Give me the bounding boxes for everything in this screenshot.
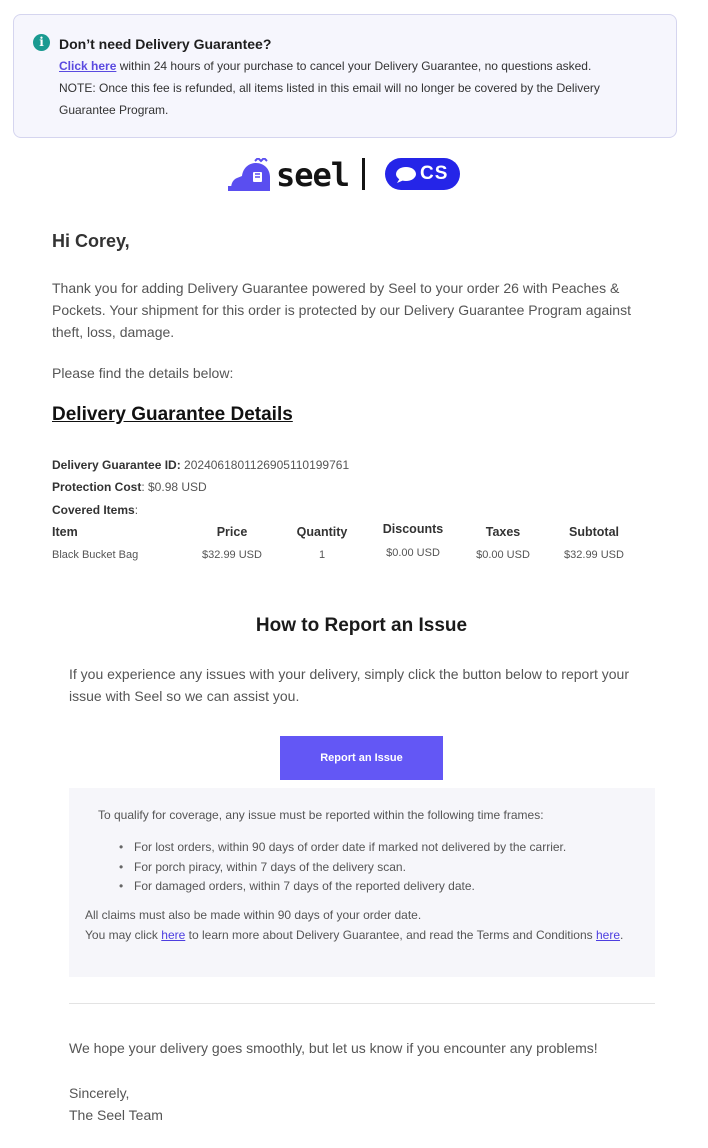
logo-divider [362,158,365,190]
info-icon: i [33,34,50,51]
intro-paragraph: Thank you for adding Delivery Guarantee powered by Seel to your order 26 with Peaches & Pockets. Your shipment for this order is protected by our Delivery Guarantee Program against theft, loss, damage. [52,280,631,340]
cs-badge-text: CS [420,163,449,184]
guarantee-id [52,458,349,472]
cancel-guarantee-notice [13,14,677,138]
divider [69,1003,655,1004]
greeting: Hi Corey, [52,231,130,251]
notice-line1: within 24 hours of your purchase to cancel your Delivery Guarantee, no questions asked. [116,59,592,73]
signoff-line2: The Seel Team [69,1107,163,1123]
guarantee-id-label: Delivery Guarantee ID: [52,458,181,472]
learn-prefix: You may click [85,927,162,942]
cs-badge [385,158,460,190]
coverage-requirements [69,788,655,977]
guarantee-id-value: 20240618011269051101997​61 [180,458,350,472]
signoff-line1: Sincerely, [69,1085,130,1101]
seel-wordmark: seel [276,156,350,194]
notice-body [59,55,659,121]
protection-cost [52,480,207,494]
report-issue-button[interactable]: Report an Issue [280,736,443,780]
list-item: • For lost orders, within 90 days of order date if marked not delivered by the carrier. [134,838,566,858]
chat-bubble-icon [395,167,417,183]
seel-bird-logo-icon [228,158,272,192]
item-discounts: $0.00 USD [386,547,440,559]
signoff [69,1082,163,1126]
table-row [52,544,642,566]
report-intro: If you experience any issues with your delivery, simply click the button below to report your issue with Seel so we can assist you. [69,666,629,704]
learn-more-link[interactable]: here [161,927,186,942]
table-header [52,522,642,544]
coverage-lead: To qualify for coverage, any issue must be reported within the following time frames: [98,808,544,822]
col-subtotal: Subtotal [569,525,619,539]
closing-text: We hope your delivery goes smoothly, but let us know if you encounter any problems! [69,1040,598,1056]
col-price: Price [216,525,248,539]
item-subtotal: $32.99 USD [564,549,624,561]
col-quantity: Quantity [296,525,348,539]
covered-items-text: Covered Items [52,503,135,517]
claims-text [85,906,645,945]
item-quantity: 1 [318,549,326,561]
col-discounts: Discounts [382,522,444,536]
claims-deadline: All claims must also be made within 90 days of your order date. [85,908,422,922]
col-item: Item [52,525,78,539]
item-name: Black Bucket Bag [52,549,139,561]
list-item: • For damaged orders, within 7 days of the reported delivery date. [134,877,566,897]
details-heading: Delivery Guarantee Details [52,404,293,425]
covered-items-label [52,503,138,517]
item-price: $32.99 USD [202,549,262,561]
covered-items-colon: : [134,503,139,517]
notice-note: NOTE: Once this fee is refunded, all items listed in this email will no longer be covered by the Delivery Guarantee Program. [59,81,600,117]
col-taxes: Taxes [485,525,521,539]
header-logos [228,154,468,194]
protection-cost-label: Protection Cost [52,480,142,494]
protection-cost-value: : $0.98 USD [141,480,207,494]
learn-middle: to learn more about Delivery Guarantee, and read the Terms and Conditions [185,927,596,942]
report-heading: How to Report an Issue [255,615,468,636]
item-taxes: $0.00 USD [476,549,530,561]
terms-suffix: . [620,927,624,942]
coverage-list [134,838,566,897]
covered-items-table [52,522,642,566]
notice-title: Don’t need Delivery Guarantee? [59,36,272,52]
find-details-text: Please find the details below: [52,365,234,381]
cancel-link[interactable]: Click here [59,59,117,73]
terms-link[interactable]: here [595,927,621,942]
list-item: • For porch piracy, within 7 days of the delivery scan. [134,858,566,878]
